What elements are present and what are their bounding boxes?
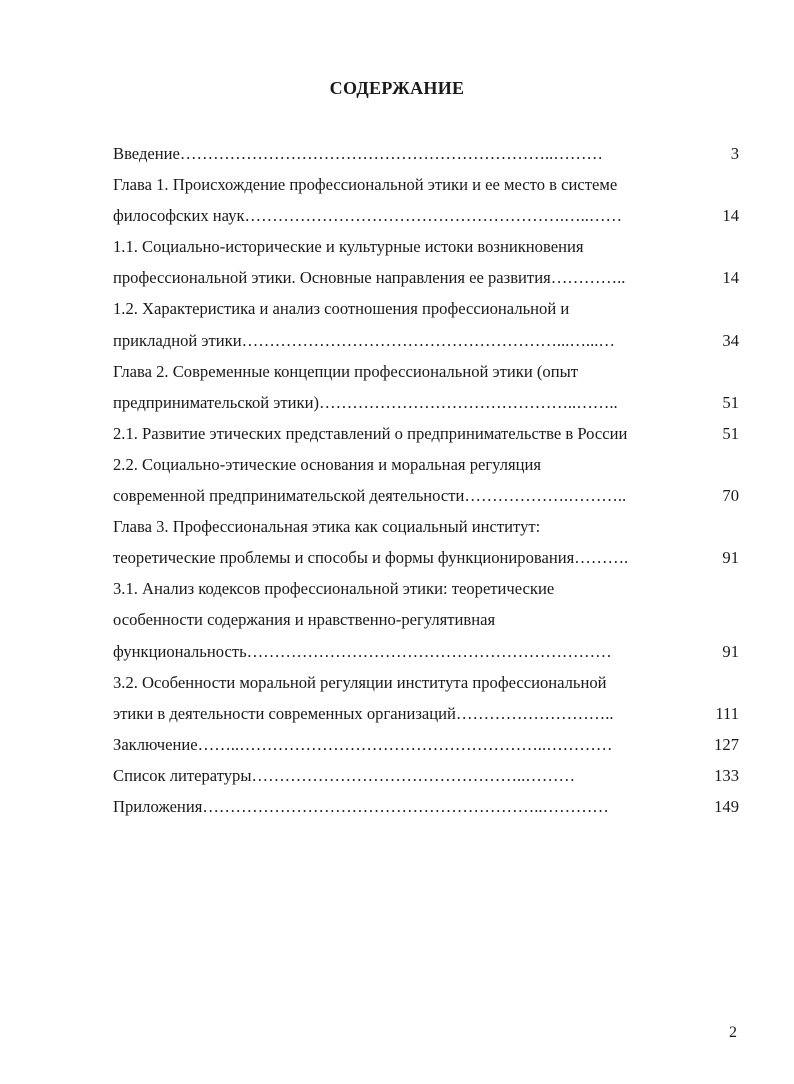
toc-entry-text: предпринимательской этики)………………………………………..…….. [113, 392, 618, 412]
toc-row [113, 573, 739, 604]
toc-page-number: 3 [730, 144, 739, 163]
toc-entry-text: профессиональной этики. Основные направления ее развития………….. [113, 268, 626, 288]
toc-row [113, 356, 739, 387]
toc-row [113, 480, 739, 511]
toc-row [113, 418, 739, 449]
toc-entry-text: Список литературы…………………………………………..……… [113, 765, 576, 785]
toc-row [113, 387, 739, 418]
toc-row [113, 293, 739, 324]
toc-entry-text: Глава 3. Профессиональная этика как социальный институт: [113, 517, 541, 537]
toc-page-number: 133 [714, 765, 739, 785]
toc-page-number: 91 [722, 641, 739, 661]
toc-entry-text: 2.2. Социально-этические основания и моральная регуляция [113, 454, 542, 474]
toc-entry-text: 1.2. Характеристика и анализ соотношения профессиональной и [113, 299, 570, 319]
toc-entry-text: 2.1. Развитие этических представлений о предпринимательстве в России [113, 423, 628, 443]
toc-page-number: 14 [722, 268, 739, 288]
toc-page-number: 51 [722, 423, 739, 443]
page-number: 2 [729, 1024, 737, 1041]
toc-entry-text: теоретические проблемы и способы и формы функционирования………. [113, 548, 629, 568]
toc-row [113, 169, 739, 200]
toc-entry-text: Введение…………………………………………………………..……… [113, 144, 604, 163]
toc-entry-text: философских наук………………………………………………….…..…… [113, 206, 623, 226]
toc-page-number: 111 [715, 703, 739, 723]
toc-page-number: 149 [714, 796, 739, 816]
toc-page-number: 51 [722, 392, 739, 412]
toc-page-number: 127 [714, 734, 739, 754]
toc-row [113, 791, 739, 822]
toc-row [113, 511, 739, 542]
toc-title: СОДЕРЖАНИЕ [329, 78, 465, 98]
toc-entry-text: 3.2. Особенности моральной регуляции института профессиональной [113, 672, 607, 692]
toc-page-number: 14 [722, 206, 739, 226]
toc-entry-text: этики в деятельности современных организаций……………………….. [113, 703, 614, 723]
toc-page-number: 91 [722, 548, 739, 568]
toc-row [113, 760, 739, 791]
toc-row [113, 200, 739, 231]
toc-row [113, 138, 739, 169]
toc-row [113, 542, 739, 573]
toc-row [113, 729, 739, 760]
toc-entry-text: функциональность………………………………………………………… [113, 641, 612, 661]
toc-entry-text: 3.1. Анализ кодексов профессиональной этики: теоретические [113, 579, 555, 599]
toc-row [113, 636, 739, 667]
toc-row [113, 604, 739, 635]
toc-entry-text: особенности содержания и нравственно-регулятивная [113, 610, 496, 630]
toc-row [113, 262, 739, 293]
toc-entry-text: Глава 2. Современные концепции профессиональной этики (опыт [113, 361, 578, 381]
toc-row [113, 449, 739, 480]
toc-entry-text: Приложения……………………………………………………..………… [113, 796, 609, 816]
toc-row [113, 698, 739, 729]
toc-page-number: 70 [722, 486, 739, 506]
toc-entry-text: 1.1. Социально-исторические и культурные истоки возникновения [113, 237, 584, 257]
toc-row [113, 667, 739, 698]
table-of-contents [113, 138, 739, 822]
toc-row [113, 325, 739, 356]
toc-page-number: 34 [722, 330, 739, 350]
toc-row [113, 231, 739, 262]
toc-entry-text: прикладной этики…………………………………………………...…...… [113, 330, 615, 350]
toc-entry-text: Глава 1. Происхождение профессиональной этики и ее место в системе [113, 175, 618, 195]
toc-entry-text: Заключение……..………………………………………………..………… [113, 734, 613, 754]
toc-entry-text: современной предпринимательской деятельности……………….……….. [113, 486, 627, 506]
